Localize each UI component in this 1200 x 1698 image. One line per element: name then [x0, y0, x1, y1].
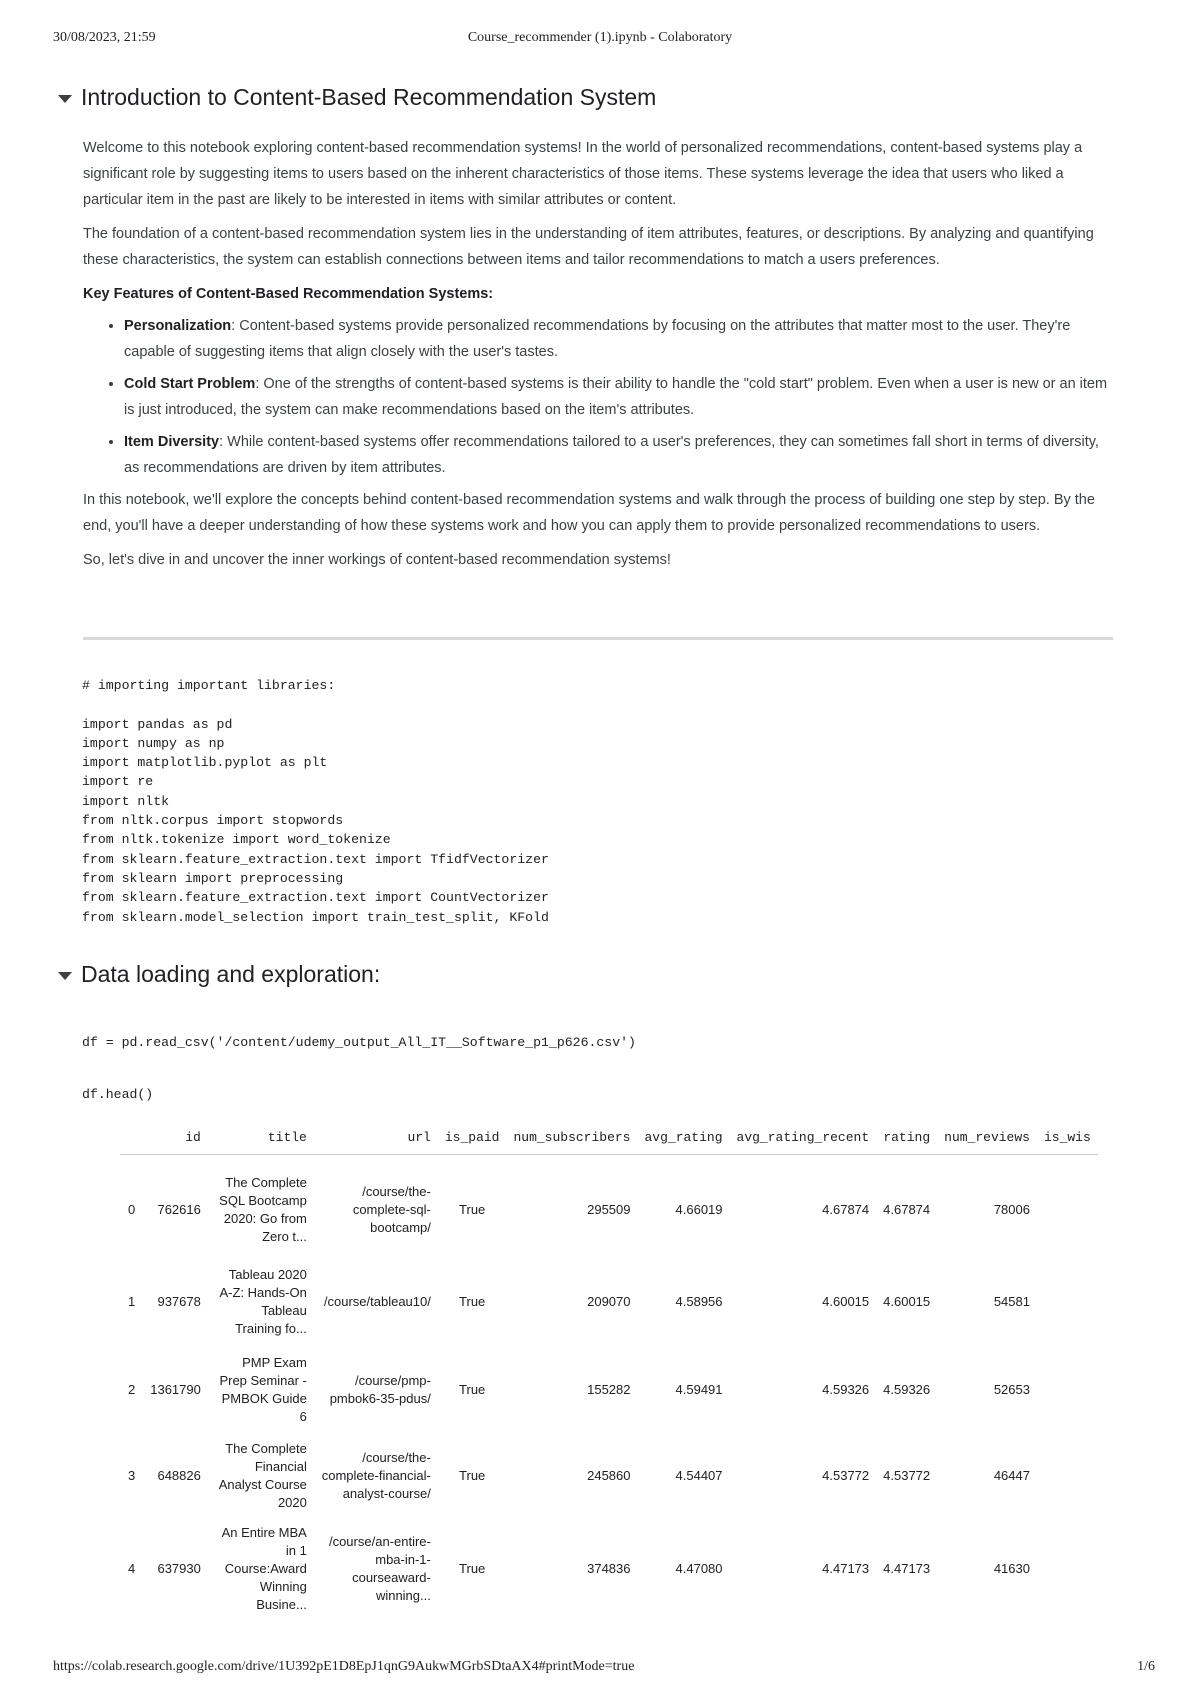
table-row	[120, 1433, 1098, 1519]
cell-is-wishlisted	[1037, 1433, 1098, 1519]
section-heading-intro[interactable]	[58, 84, 656, 111]
table-row	[120, 1347, 1098, 1433]
column-header: avg_rating	[638, 1128, 730, 1155]
column-header: num_subscribers	[506, 1128, 637, 1155]
cell-rating: 4.53772	[883, 1468, 931, 1483]
table-row	[120, 1257, 1098, 1347]
cell-divider	[83, 637, 1113, 640]
column-header: is_wis	[1037, 1128, 1098, 1155]
cell-is-wishlisted	[1037, 1257, 1098, 1347]
collapse-caret-icon[interactable]	[58, 95, 72, 103]
feature-text: : One of the strengths of content-based systems is their ability to handle the "cold start" problem. Even when a user is new or an item is just introduced, the system can make recommendations based on the item's attributes.	[124, 376, 1108, 418]
cell-id: 637930	[157, 1561, 201, 1576]
code-cell-read-csv[interactable]: df = pd.read_csv('/content/udemy_output_All_IT__Software_p1_p626.csv')	[82, 1035, 636, 1050]
cell-avg-rating-recent: 4.67874	[822, 1202, 870, 1217]
column-header: id	[143, 1128, 208, 1155]
cell-title: The Complete SQL Bootcamp 2020: Go from Zero t...	[219, 1175, 307, 1244]
cell-id: 937678	[157, 1294, 201, 1309]
cell-rating: 4.47173	[883, 1561, 931, 1576]
intro-paragraph: In this notebook, we'll explore the concepts behind content-based recommendation systems and walk through the process of building one step by step. By the end, you'll have a deeper understanding of how these systems work and how you can apply them to provide personalized recommendations to users.	[83, 492, 1095, 534]
cell-title: Tableau 2020 A-Z: Hands-On Tableau Training fo...	[219, 1267, 307, 1336]
cell-num-subscribers: 295509	[587, 1202, 631, 1217]
cell-num-reviews: 41630	[993, 1561, 1030, 1576]
print-datetime: 30/08/2023, 21:59	[53, 30, 156, 45]
cell-num-subscribers: 374836	[587, 1561, 631, 1576]
intro-paragraph: So, let's dive in and uncover the inner workings of content-based recommendation systems!	[83, 552, 671, 568]
feature-text: : While content-based systems offer recommendations tailored to a user's preferences, they can sometimes fall short in terms of diversity, as recommendations are driven by item attributes.	[124, 434, 1099, 476]
table-row	[120, 1519, 1098, 1619]
feature-term: Personalization	[124, 318, 232, 334]
column-header: avg_rating_recent	[730, 1128, 877, 1155]
cell-url: /course/the-complete-sql-bootcamp/	[352, 1184, 431, 1235]
cell-num-reviews: 78006	[993, 1202, 1030, 1217]
cell-avg-rating-recent: 4.47173	[822, 1561, 870, 1576]
feature-list	[83, 313, 1113, 481]
cell-avg-rating: 4.66019	[675, 1202, 723, 1217]
cell-avg-rating: 4.58956	[675, 1294, 723, 1309]
column-header: num_reviews	[937, 1128, 1037, 1155]
cell-num-subscribers: 155282	[587, 1382, 631, 1397]
dataframe-table	[120, 1128, 1098, 1619]
cell-title: PMP Exam Prep Seminar - PMBOK Guide 6	[219, 1355, 307, 1424]
cell-avg-rating-recent: 4.60015	[822, 1294, 870, 1309]
cell-title: An Entire MBA in 1 Course:Award Winning Busine...	[221, 1525, 307, 1612]
print-page-number: 1/6	[1137, 1659, 1155, 1674]
print-title: Course_recommender (1).ipynb - Colaboratory	[467, 30, 733, 45]
cell-is-wishlisted	[1037, 1155, 1098, 1258]
index-header	[120, 1128, 143, 1155]
code-cell-imports[interactable]: # importing important libraries: import pandas as pd import numpy as np import matplotlib.pyplot as plt import re import nltk from nltk.corpus import stopwords from nltk.tokenize import word_tokenize from sklearn.feature_extraction.text import TfidfVectorizer from sklearn import preprocessing from sklearn.feature_extraction.text import CountVectorizer from sklearn.model_selection import train_test_split, KFold	[82, 678, 549, 925]
section-heading-data-loading[interactable]	[58, 961, 380, 988]
cell-avg-rating-recent: 4.53772	[822, 1468, 870, 1483]
row-index: 4	[128, 1561, 136, 1576]
cell-avg-rating: 4.54407	[675, 1468, 723, 1483]
feature-item	[124, 429, 1113, 481]
cell-avg-rating: 4.47080	[675, 1561, 723, 1576]
row-index: 3	[128, 1468, 136, 1483]
cell-rating: 4.60015	[883, 1294, 931, 1309]
cell-num-subscribers: 209070	[587, 1294, 631, 1309]
cell-url: /course/tableau10/	[323, 1294, 431, 1309]
table-header-row	[120, 1128, 1098, 1155]
feature-item	[124, 313, 1113, 365]
cell-is-paid: True	[459, 1294, 486, 1309]
cell-url: /course/the-complete-financial-analyst-course/	[321, 1450, 431, 1501]
row-index: 1	[128, 1294, 136, 1309]
cell-rating: 4.67874	[883, 1202, 931, 1217]
cell-url: /course/an-entire-mba-in-1-courseaward-winning...	[328, 1534, 431, 1603]
column-header: url	[314, 1128, 438, 1155]
row-index: 0	[128, 1202, 136, 1217]
cell-title: The Complete Financial Analyst Course 2020	[218, 1441, 307, 1510]
cell-num-reviews: 52653	[993, 1382, 1030, 1397]
print-url: https://colab.research.google.com/drive/1U392pE1D8EpJ1qnG9AukwMGrbSDtaAX4#printMode=true	[53, 1659, 635, 1674]
cell-is-wishlisted	[1037, 1519, 1098, 1619]
row-index: 2	[128, 1382, 136, 1397]
column-header: rating	[876, 1128, 937, 1155]
cell-rating: 4.59326	[883, 1382, 931, 1397]
cell-is-paid: True	[459, 1382, 486, 1397]
markdown-cell-intro	[83, 135, 1113, 581]
collapse-caret-icon[interactable]	[58, 972, 72, 980]
cell-is-paid: True	[459, 1561, 486, 1576]
column-header: title	[208, 1128, 314, 1155]
section-title: Introduction to Content-Based Recommendation System	[81, 84, 657, 110]
key-features-heading: Key Features of Content-Based Recommendation Systems:	[83, 286, 494, 302]
feature-item	[124, 371, 1113, 423]
feature-text: : Content-based systems provide personalized recommendations by focusing on the attributes that matter most to the user. They're capable of suggesting items that align closely with the user's tastes.	[124, 318, 1071, 360]
section-title: Data loading and exploration:	[81, 961, 381, 987]
cell-num-reviews: 46447	[993, 1468, 1030, 1483]
table-row	[120, 1155, 1098, 1258]
cell-is-wishlisted	[1037, 1347, 1098, 1433]
cell-is-paid: True	[459, 1202, 486, 1217]
cell-id: 1361790	[150, 1382, 201, 1397]
code-cell-head[interactable]: df.head()	[82, 1087, 154, 1102]
column-header: is_paid	[438, 1128, 507, 1155]
cell-avg-rating-recent: 4.59326	[822, 1382, 870, 1397]
intro-paragraph: Welcome to this notebook exploring content-based recommendation systems! In the world of personalized recommendations, content-based systems play a significant role by suggesting items to users based on the inherent characteristics of those items. These systems leverage the idea that users who liked a particular item in the past are likely to be interested in items with similar attributes or content.	[83, 140, 1083, 208]
feature-term: Cold Start Problem	[124, 376, 256, 392]
cell-num-subscribers: 245860	[587, 1468, 631, 1483]
cell-id: 762616	[157, 1202, 201, 1217]
cell-url: /course/pmp-pmbok6-35-pdus/	[329, 1373, 431, 1406]
cell-avg-rating: 4.59491	[675, 1382, 723, 1397]
cell-is-paid: True	[459, 1468, 486, 1483]
cell-id: 648826	[157, 1468, 201, 1483]
cell-num-reviews: 54581	[993, 1294, 1030, 1309]
feature-term: Item Diversity	[124, 434, 220, 450]
intro-paragraph: The foundation of a content-based recommendation system lies in the understanding of item attributes, features, or descriptions. By analyzing and quantifying these characteristics, the system can establish connections between items and tailor recommendations to match a users preferences.	[83, 226, 1094, 268]
